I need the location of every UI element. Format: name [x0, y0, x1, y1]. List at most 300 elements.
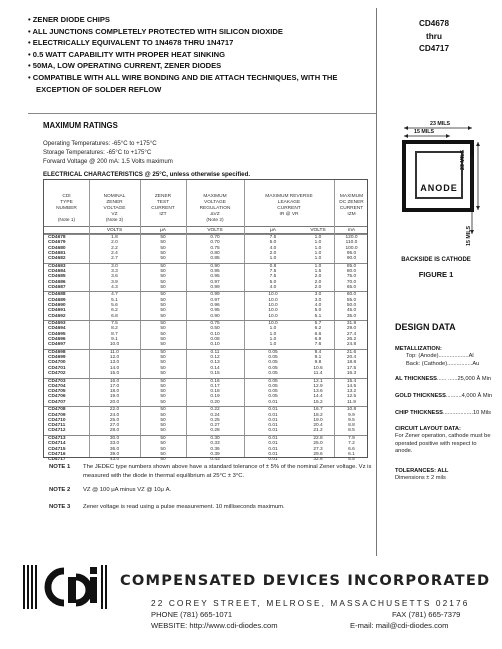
feature-item: • COMPATIBLE WITH ALL WIRE BONDING AND DIE ATTACH TECHNIQUES, WITH THE EXCEPTION OF SOLDER REFLOW: [28, 72, 338, 94]
table-cell: 9.1: [314, 355, 322, 361]
part-number-cell: CD4694: [48, 326, 66, 332]
table-cell: 0.33: [210, 441, 220, 447]
part-number-cell: CD4696: [48, 337, 66, 342]
table-cell: 5.0: [269, 279, 277, 285]
part-number-cell: CD4680: [48, 245, 66, 251]
table-cell: 18.8: [346, 360, 357, 366]
table-cell: 2.0: [314, 274, 322, 280]
table-cell: 0.25: [210, 417, 220, 423]
part-number-cell: CD4695: [48, 331, 66, 337]
table-cell: 50: [160, 313, 166, 319]
table-cell: 50: [160, 337, 166, 342]
table-cell: 50: [160, 412, 166, 418]
table-cell: 20.4: [346, 355, 357, 361]
column-header-line: IZT: [159, 212, 167, 217]
design-data-title: DESIGN DATA: [395, 322, 456, 332]
table-cell: 0.39: [210, 451, 220, 457]
table-cell: 70.0: [346, 279, 357, 285]
table-cell: 18.0: [109, 389, 120, 395]
column-header: [89, 194, 140, 224]
column-header-line: (Note 2): [206, 218, 224, 223]
metallization-label: METALLIZATION:: [395, 346, 442, 352]
unit-cell: VOLTS: [207, 228, 223, 233]
column-header-line: CDI: [62, 194, 71, 199]
column-header-line: DC ZENER: [339, 200, 364, 205]
table-cell: 0.11: [210, 349, 220, 355]
table-cell: 50: [160, 269, 166, 274]
electrical-characteristics-title: ELECTRICAL CHARACTERISTICS @ 25°C, unless otherwise specified.: [43, 171, 251, 178]
table-cell: 50: [160, 235, 166, 240]
table-cell: 10.0: [268, 297, 278, 303]
table-cell: 10.0: [268, 321, 278, 327]
table-cell: 8.5: [348, 428, 355, 434]
company-name: COMPENSATED DEVICES INCORPORATED: [120, 572, 491, 589]
table-cell: 1.5: [314, 269, 322, 274]
table-cell: 3.3: [111, 269, 118, 274]
table-cell: 85.0: [346, 263, 357, 269]
table-cell: 7.5: [269, 269, 277, 274]
table-cell: 0.18: [210, 389, 220, 395]
table-cell: 50: [160, 365, 166, 371]
table-cell: 26.2: [346, 337, 357, 342]
part-number-cell: CD4689: [48, 297, 66, 303]
column-header-line: ZENER: [154, 194, 172, 199]
table-cell: 1.0: [269, 337, 277, 342]
unit-cell: VOLTS: [106, 228, 123, 233]
table-cell: 0.05: [268, 389, 278, 395]
table-cell: 50: [160, 245, 166, 251]
table-cell: 22.8: [313, 435, 323, 441]
table-cell: 2.4: [111, 250, 118, 256]
circuit-layout: [395, 426, 495, 455]
table-cell: 55.0: [346, 297, 357, 303]
table-cell: 27.3: [313, 446, 323, 452]
table-cell: 2.0: [314, 284, 322, 290]
part-number-cell: CD4691: [48, 308, 66, 314]
tolerances-text: Dimensions ± 2 mils: [395, 475, 446, 482]
table-cell: 25.0: [313, 441, 323, 447]
table-cell: 11.0: [110, 349, 119, 355]
table-cell: 14.0: [109, 365, 120, 371]
table-cell: 8.7: [111, 331, 118, 337]
table-cell: 33.0: [109, 441, 120, 447]
table-cell: 0.19: [210, 394, 220, 400]
company-logo: [20, 557, 110, 617]
table-cell: 0.70: [210, 235, 220, 240]
table-cell: 27.4: [346, 331, 357, 337]
column-header-line: [334, 218, 369, 224]
table-cell: 18.2: [313, 412, 323, 418]
circuit-layout-label: CIRCUIT LAYOUT DATA:: [395, 426, 461, 432]
table-cell: 1.0: [314, 235, 322, 240]
table-cell: 5.0: [269, 240, 277, 246]
table-cell: 1.0: [314, 263, 322, 269]
table-cell: 0.75: [210, 321, 220, 327]
unit-cell: μA: [160, 228, 166, 233]
table-cell: 0.97: [210, 279, 220, 285]
column-header-line: VOLTAGE: [103, 206, 126, 211]
part-number-cell: CD4705: [48, 389, 66, 395]
table-cell: 6.2: [111, 308, 118, 314]
part-number-cell: CD4692: [48, 313, 66, 319]
table-cell: 50: [160, 326, 166, 332]
table-cell: 0.05: [268, 371, 278, 376]
table-cell: 0.05: [268, 383, 278, 389]
column-header-line: NUMBER: [56, 206, 77, 211]
table-cell: 0.05: [268, 355, 278, 361]
part-number-cell: CD4688: [48, 292, 66, 298]
column-header: [44, 194, 89, 224]
table-cell: 21.6: [346, 349, 357, 355]
note-text: The JEDEC type numbers shown above have a standard tolerance of ± 5% of the nominal Zener voltage. Vz is measured with the diode in thermal equilibrium at 25°C ± 3°C.: [83, 464, 372, 479]
table-cell: 0.95: [210, 274, 220, 280]
max-ratings-title: MAXIMUM RATINGS: [43, 121, 118, 130]
table-cell: 50: [160, 394, 166, 400]
table-cell: 10.0: [109, 342, 120, 348]
table-cell: 0.95: [210, 308, 220, 314]
table-cell: 19.0: [109, 394, 120, 400]
table-cell: 65.0: [346, 284, 357, 290]
column-header-line: NOMINAL: [103, 194, 126, 199]
table-cell: 1.0: [314, 240, 322, 246]
note-label: NOTE 1: [49, 464, 71, 470]
table-cell: 13.6: [313, 389, 323, 395]
table-cell: 9.9: [348, 412, 355, 418]
table-cell: 50: [160, 308, 166, 314]
table-cell: 0.01: [268, 412, 278, 418]
unit-cell: μA: [270, 228, 276, 233]
table-cell: 7.2: [348, 441, 355, 447]
part-number-cell: CD4701: [48, 365, 66, 371]
table-cell: 0.12: [210, 355, 220, 361]
part-number-cell: CD4697: [48, 342, 66, 348]
table-cell: 7.9: [348, 435, 355, 441]
table-cell: 0.08: [210, 337, 220, 342]
table-cell: 50: [160, 274, 166, 280]
table-cell: 17.0: [109, 383, 120, 389]
part-number-cell: CD4706: [48, 394, 66, 400]
unit-cell: VOLTS: [310, 228, 326, 233]
table-cell: 1.0: [269, 342, 277, 348]
table-cell: 50.0: [346, 303, 357, 308]
table-cell: 3.0: [111, 263, 118, 269]
table-cell: 14.4: [313, 394, 323, 400]
table-cell: 6.8: [111, 313, 118, 319]
chip-figure: [402, 122, 486, 242]
table-cell: 12.5: [346, 394, 357, 400]
table-cell: 5.7: [314, 321, 322, 327]
table-cell: 3.9: [111, 279, 118, 285]
table-cell: 2.0: [269, 250, 277, 256]
metal-top: Top: (Anode)...................Al: [406, 353, 474, 360]
table-cell: 0.99: [210, 284, 220, 290]
table-cell: 0.24: [210, 412, 220, 418]
table-cell: 12.9: [313, 383, 323, 389]
table-cell: 0.05: [268, 365, 278, 371]
table-cell: 50: [160, 378, 166, 384]
vertical-divider: [376, 8, 377, 556]
table-cell: 0.70: [210, 240, 220, 246]
table-cell: 14.5: [346, 383, 357, 389]
table-cell: 0.05: [268, 378, 278, 384]
part-number-cell: CD4700: [48, 360, 66, 366]
part-number-cell: CD4679: [48, 240, 66, 246]
dim-outer-label: 23 MILS: [430, 121, 451, 127]
table-cell: 95.0: [346, 250, 357, 256]
part-number-cell: CD4707: [48, 399, 66, 405]
part-number-cell: CD4703: [48, 378, 66, 384]
table-cell: 30.0: [109, 435, 120, 441]
dim-inner-label: 15 MILS: [414, 129, 435, 135]
table-cell: 5.1: [314, 313, 322, 319]
column-header-line: ZENER: [106, 200, 123, 205]
table-cell: 1.0: [269, 326, 277, 332]
table-cell: 31.8: [346, 321, 357, 327]
column-header-line: MAXIMUM: [339, 194, 364, 199]
table-cell: 21.2: [313, 428, 323, 434]
table-cell: 39.0: [109, 451, 120, 457]
table-cell: 2.0: [111, 240, 118, 246]
table-cell: 0.28: [210, 428, 220, 434]
table-cell: 50: [160, 284, 166, 290]
table-cell: 35.0: [346, 313, 357, 319]
table-cell: 0.95: [210, 269, 220, 274]
part-number-cell: CD4698: [48, 349, 66, 355]
table-cell: 29.0: [346, 326, 357, 332]
table-cell: 50: [160, 435, 166, 441]
company-fax: FAX (781) 665-7379: [392, 610, 461, 619]
table-cell: 2.7: [111, 256, 118, 262]
column-header-line: CURRENT: [339, 206, 364, 211]
table-cell: 0.43: [210, 457, 220, 463]
part-number-cell: CD4681: [48, 250, 66, 256]
feature-list: [28, 14, 373, 95]
table-cell: 0.01: [268, 435, 278, 441]
table-cell: 50: [160, 417, 166, 423]
unit-cell: mA: [347, 228, 356, 233]
table-cell: 0.01: [268, 399, 278, 405]
table-cell: 50: [160, 407, 166, 413]
table-cell: 100.0: [345, 245, 358, 251]
table-cell: 4.0: [269, 245, 277, 251]
table-cell: 50: [160, 292, 166, 298]
dim-side-inner-label: 15 MILS: [466, 225, 472, 246]
table-cell: 0.50: [210, 326, 220, 332]
table-cell: 1.0: [269, 256, 277, 262]
rating-forward-voltage: Forward Voltage @ 200 mA: 1.5 Volts maximum: [43, 158, 173, 165]
part-number-cell: CD4684: [48, 269, 66, 274]
feature-item: • 0.5 WATT CAPABILITY WITH PROPER HEAT SINKING: [28, 49, 226, 59]
table-cell: 10.0: [268, 303, 278, 308]
table-cell: 16.7: [313, 407, 323, 413]
feature-item: • ELECTRICALLY EQUIVALENT TO 1N4678 THRU 1N4717: [28, 38, 234, 48]
table-cell: 90.0: [346, 256, 357, 262]
table-cell: 50: [160, 457, 166, 463]
column-header-line: (Note 1): [57, 218, 76, 223]
circuit-layout-text: For Zener operation, cathode must be operated positive with respect to anode.: [395, 433, 491, 454]
table-cell: 1.8: [111, 235, 118, 240]
table-cell: 7.5: [111, 321, 118, 327]
table-cell: 1.0: [314, 256, 322, 262]
table-cell: 8.2: [111, 326, 118, 332]
al-thickness-label: AL THICKNESS: [395, 376, 437, 382]
table-cell: 50: [160, 355, 166, 361]
part-number-cell: CD4683: [48, 263, 66, 269]
table-cell: 5.5: [348, 457, 355, 463]
table-cell: 28.0: [109, 428, 120, 434]
feature-item: • ZENER DIODE CHIPS: [28, 15, 110, 24]
table-cell: 50: [160, 256, 166, 262]
table-cell: 0.96: [210, 303, 220, 308]
table-cell: 0.10: [210, 342, 220, 348]
table-cell: 6.9: [314, 337, 322, 342]
column-header-line: IZM: [347, 212, 356, 217]
table-cell: 0.85: [210, 256, 220, 262]
part-number-cell: CD4685: [48, 274, 66, 280]
table-cell: 0.05: [268, 349, 278, 355]
part-number-cell: CD4712: [48, 428, 66, 434]
column-header-line: (Note 3): [105, 218, 124, 223]
table-cell: 50: [160, 399, 166, 405]
part-number-cell: CD4716: [48, 451, 66, 457]
table-cell: 50: [160, 331, 166, 337]
table-cell: 4.3: [111, 284, 118, 290]
table-cell: 8.8: [348, 423, 355, 429]
table-cell: 50: [160, 349, 166, 355]
column-header: [186, 194, 244, 224]
company-email: E-mail: mail@cdi-diodes.com: [350, 621, 449, 630]
table-cell: 50: [160, 389, 166, 395]
column-header: [244, 194, 334, 224]
part-number-cell: CD4690: [48, 303, 66, 308]
dim-side-outer-label: 23 MILS: [460, 149, 466, 170]
table-cell: 24.0: [109, 412, 120, 418]
gold-thickness-value: ..........4,000 Å Min: [445, 393, 493, 399]
table-cell: 25.0: [109, 417, 120, 423]
table-cell: 6.1: [348, 451, 355, 457]
table-cell: 50: [160, 263, 166, 269]
table-cell: 36.0: [109, 446, 120, 452]
part-number-cell: CD4686: [48, 279, 66, 285]
note-label: NOTE 3: [49, 504, 71, 510]
table-cell: 15.4: [346, 378, 357, 384]
table-cell: 0.01: [268, 446, 278, 452]
part-number-cell: CD4693: [48, 321, 66, 327]
feature-item: • ALL JUNCTIONS COMPLETELY PROTECTED WITH SILICON DIOXIDE: [28, 26, 283, 36]
table-cell: 50: [160, 423, 166, 429]
table-cell: 6.2: [314, 326, 322, 332]
part-to: CD4717: [418, 44, 450, 53]
table-cell: 50: [160, 428, 166, 434]
chip-thickness: [395, 410, 495, 417]
table-cell: 9.1: [111, 337, 118, 342]
table-cell: 50: [160, 441, 166, 447]
table-cell: 11.9: [347, 399, 356, 405]
table-cell: 19.0: [313, 417, 323, 423]
table-cell: 0.01: [268, 451, 278, 457]
part-number-cell: CD4708: [48, 407, 66, 413]
horizontal-divider: [28, 113, 376, 114]
table-cell: 22.0: [109, 407, 120, 413]
column-header-line: TYPE: [60, 200, 73, 205]
backside-caption: BACKSIDE IS CATHODE: [401, 257, 471, 263]
table-cell: 27.0: [109, 423, 120, 429]
column-header-line: TEST: [156, 200, 170, 205]
part-number-range: [392, 18, 476, 56]
table-cell: 0.20: [210, 399, 220, 405]
table-cell: 10.0: [268, 308, 278, 314]
table-cell: 0.01: [268, 441, 278, 447]
table-cell: 50: [160, 279, 166, 285]
part-number-cell: CD4702: [48, 371, 66, 376]
table-cell: 7.5: [269, 235, 277, 240]
table-cell: 32.6: [313, 457, 323, 463]
table-cell: 0.01: [268, 457, 278, 463]
table-cell: 9.5: [348, 417, 355, 423]
table-cell: 15.0: [109, 371, 120, 376]
table-cell: 6.6: [348, 446, 355, 452]
gold-thickness-label: GOLD THICKNESS: [395, 393, 446, 399]
table-cell: 10.0: [268, 313, 278, 319]
table-cell: 4.0: [269, 284, 277, 290]
table-cell: 75.0: [346, 274, 357, 280]
table-cell: 3.0: [314, 292, 322, 298]
column-header: [334, 194, 369, 224]
part-number-cell: CD4704: [48, 383, 66, 389]
table-cell: 50: [160, 342, 166, 348]
table-cell: 50: [160, 240, 166, 246]
note-label: NOTE 2: [49, 487, 71, 493]
table-cell: 0.05: [268, 394, 278, 400]
part-number-cell: CD4715: [48, 446, 66, 452]
table-cell: 7.5: [269, 274, 277, 280]
table-cell: 7.6: [314, 342, 322, 348]
part-number-cell: CD4709: [48, 412, 66, 418]
table-cell: 0.17: [210, 383, 220, 389]
table-cell: 0.8: [269, 263, 277, 269]
column-header-line: MAXIMUM REVERSE: [265, 194, 313, 199]
table-cell: 29.6: [313, 451, 323, 457]
table-cell: 3.0: [314, 297, 322, 303]
table-cell: 0.01: [268, 407, 278, 413]
company-address: 22 COREY STREET, MELROSE, MASSACHUSETTS 02176: [151, 598, 470, 608]
electrical-characteristics-table: [43, 179, 368, 463]
column-header: [140, 194, 186, 224]
table-cell: 0.36: [210, 446, 220, 452]
table-cell: 0.27: [210, 423, 220, 429]
part-number-cell: CD4699: [48, 355, 66, 361]
table-cell: 0.16: [210, 378, 220, 384]
al-thickness-value: ...... ......25,000 Å Min: [436, 376, 491, 382]
table-cell: 16.0: [109, 378, 120, 384]
part-number-cell: CD4687: [48, 284, 66, 290]
table-cell: 3.6: [111, 274, 118, 280]
table-cell: 15.2: [313, 399, 323, 405]
table-cell: 13.2: [346, 389, 357, 395]
table-cell: 1.0: [314, 245, 322, 251]
table-cell: 50: [160, 297, 166, 303]
table-cell: 24.8: [346, 342, 357, 348]
table-cell: 0.05: [268, 360, 278, 366]
table-cell: 0.14: [210, 365, 220, 371]
units-row: [44, 226, 367, 234]
table-cell: 10.6: [313, 365, 323, 371]
table-cell: 5.6: [111, 303, 118, 308]
table-cell: 17.5: [346, 365, 357, 371]
part-number-cell: CD4710: [48, 417, 66, 423]
table-cell: 43.0: [109, 457, 120, 463]
table-cell: 9.8: [314, 360, 322, 366]
